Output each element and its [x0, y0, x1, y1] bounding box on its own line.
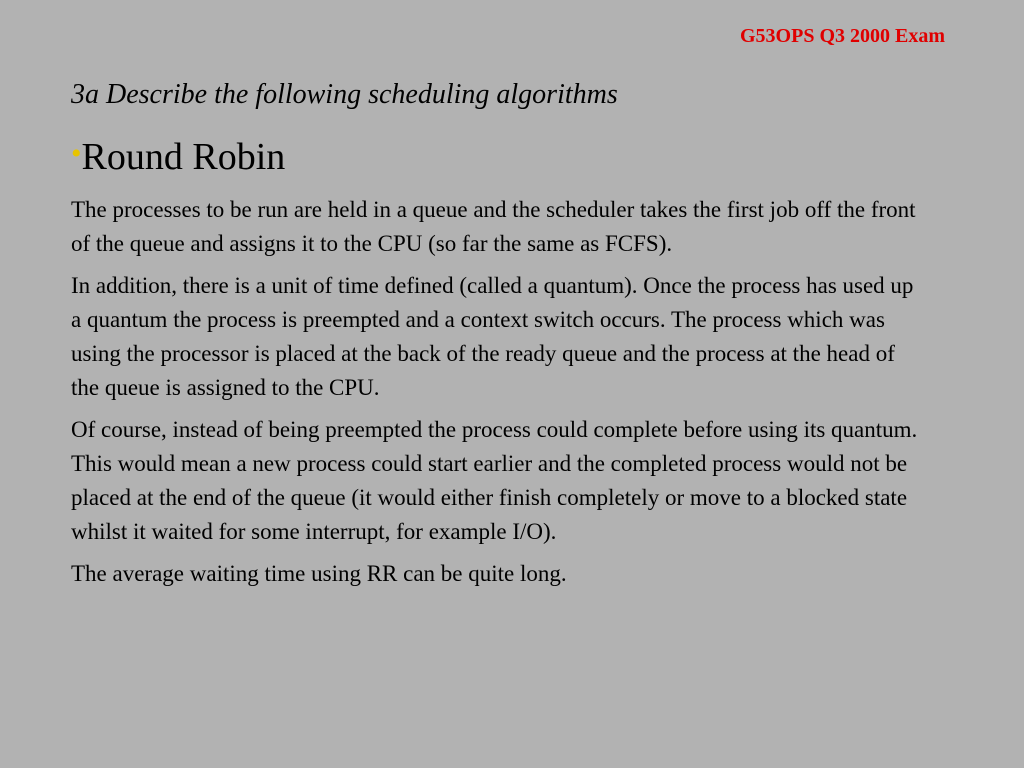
body-text: [71, 193, 921, 599]
paragraph-3: Of course, instead of being preempted the process could complete before using its quantum. This would mean a new process could start earlier and the completed process would not be placed at the end of the queue (it would either finish completely or move to a blocked state whilst it waited for some interrupt, for example I/O).: [71, 417, 918, 544]
topic-title: Round Robin: [81, 136, 286, 178]
bullet-icon: •: [71, 137, 82, 170]
paragraph-4: The average waiting time using RR can be quite long.: [71, 561, 567, 586]
paragraph-1: The processes to be run are held in a queue and the scheduler takes the first job off the front of the queue and assigns it to the CPU (so far the same as FCFS).: [71, 197, 916, 256]
paragraph-2: In addition, there is a unit of time defined (called a quantum). Once the process has used up a quantum the process is preempted and a context switch occurs. The process which was using the processor is placed at the back of the ready queue and the process at the head of the queue is assigned to the CPU.: [71, 273, 914, 400]
question-heading: 3a Describe the following scheduling algorithms: [71, 79, 618, 110]
topic-title-row: [71, 135, 285, 179]
exam-tag: G53OPS Q3 2000 Exam: [739, 25, 945, 47]
